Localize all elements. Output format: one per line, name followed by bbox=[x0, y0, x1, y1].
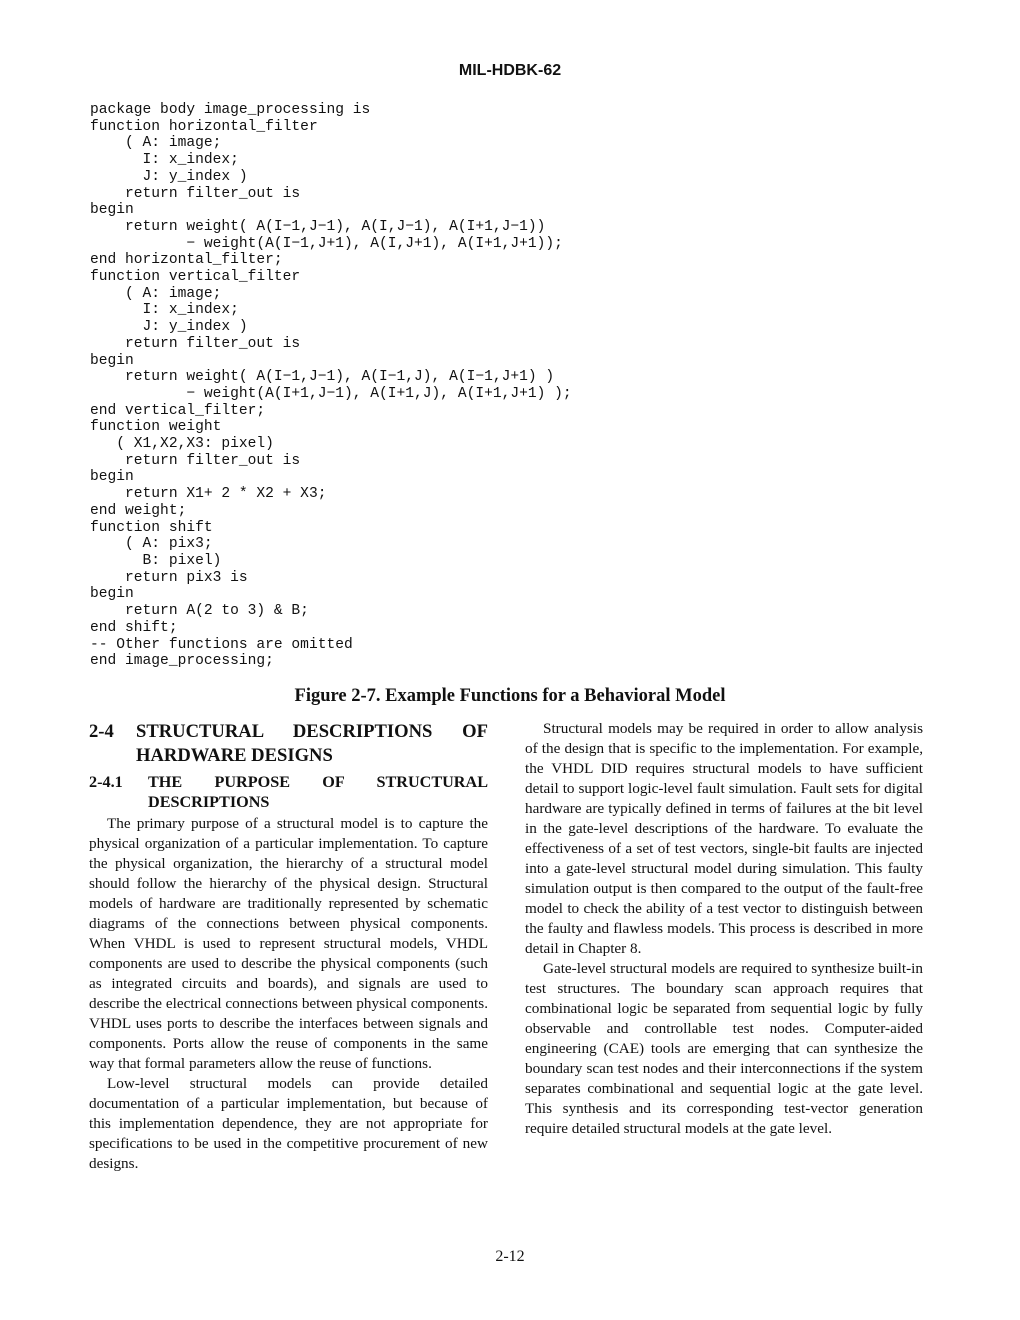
page-number: 2-12 bbox=[495, 1248, 525, 1265]
section-title: STRUCTURAL DESCRIPTIONS OF HARDWARE DESIGNS bbox=[136, 721, 488, 766]
figure-caption: Figure 2-7. Example Functions for a Behavioral Model bbox=[294, 686, 726, 706]
document-header: MIL-HDBK-62 bbox=[458, 62, 562, 79]
code-listing: package body image_processing is function horizontal_filter ( A: image; I: x_index; J: y_index ) return filter_out is begin return weight( A(I−1,J−1), A(I,J−1), A(I+1,J−1)) − weight(A(I−1,J+1), A(I,J+1), A(I+1,J+1)); end horizontal_filter; function vertical_filter ( A: image; I: x_index; J: y_index ) return filter_out is begin return weight( A(I−1,J−1), A(I−1,J), A(I−1,J+1) ) − weight(A(I+1,J−1), A(I+1,J), A(I+1,J+1) ); end vertical_filter; function weight ( X1,X2,X3: pixel) return filter_out is begin return X1+ 2 * X2 + X3; end weight; function shift ( A: pix3; B: pixel) return pix3 is begin return A(2 to 3) & B; end shift; -- Other functions are omitted end image_processing; bbox=[90, 102, 572, 670]
paragraph: The primary purpose of a structural model is to capture the physical organization of a particular implementation. To capture the physical organization, the hierarchy of a structural model should follow the hierarchy of the physical design. Structural models of hardware are traditionally represented by schematic diagrams of the connections between physical components. When VHDL is used to represent structural models, VHDL components are used to describe the physical components (such as integrated circuits and boards), and signals are used to describe the electrical connections between physical components. VHDL uses ports to describe the interfaces between signals and components. Ports allow the reuse of components in the same way that formal parameters allow the reuse of functions. bbox=[89, 815, 488, 1072]
section-heading bbox=[89, 720, 488, 768]
section-number: 2-4 bbox=[89, 721, 114, 742]
left-column bbox=[89, 720, 488, 1174]
paragraph: Structural models may be required in order to allow analysis of the design that is specific to the implementation. For example, the VHDL DID requires structural models to have sufficient detail to support logic-level fault simulation. Fault sets for digital hardware are typically defined in terms of failures at the bit level in the gate-level descriptions of the hardware. To evaluate the effectiveness of a set of test vectors, single-bit faults are injected into a gate-level structural model during simulation. This faulty simulation output is then compared to the output of the fault-free model to check the ability of a test vector to distinguish between the faulty and flawless models. This process is described in more detail in Chapter 8. bbox=[525, 720, 923, 957]
subsection-title: THE PURPOSE OF STRUCTURAL DESCRIPTIONS bbox=[148, 773, 488, 811]
paragraph: Gate-level structural models are required to synthesize built-in test structures. The boundary scan approach requires that combinational logic be separated from sequential logic by fully observable and controllable test nodes. Computer-aided engineering (CAE) tools are emerging that can synthesize the boundary scan test nodes and their interconnections if the system separates combinational and sequential logic at the gate level. This synthesis and its corresponding test-vector generation require detailed structural models at the gate level. bbox=[525, 960, 923, 1137]
right-column bbox=[525, 719, 923, 1139]
subsection-heading bbox=[89, 772, 488, 812]
paragraph: Low-level structural models can provide detailed documentation of a particular implementation, but because of this implementation dependence, they are not appropriate for specifications to be used in the competitive procurement of new designs. bbox=[89, 1075, 488, 1172]
subsection-number: 2-4.1 bbox=[89, 773, 123, 791]
